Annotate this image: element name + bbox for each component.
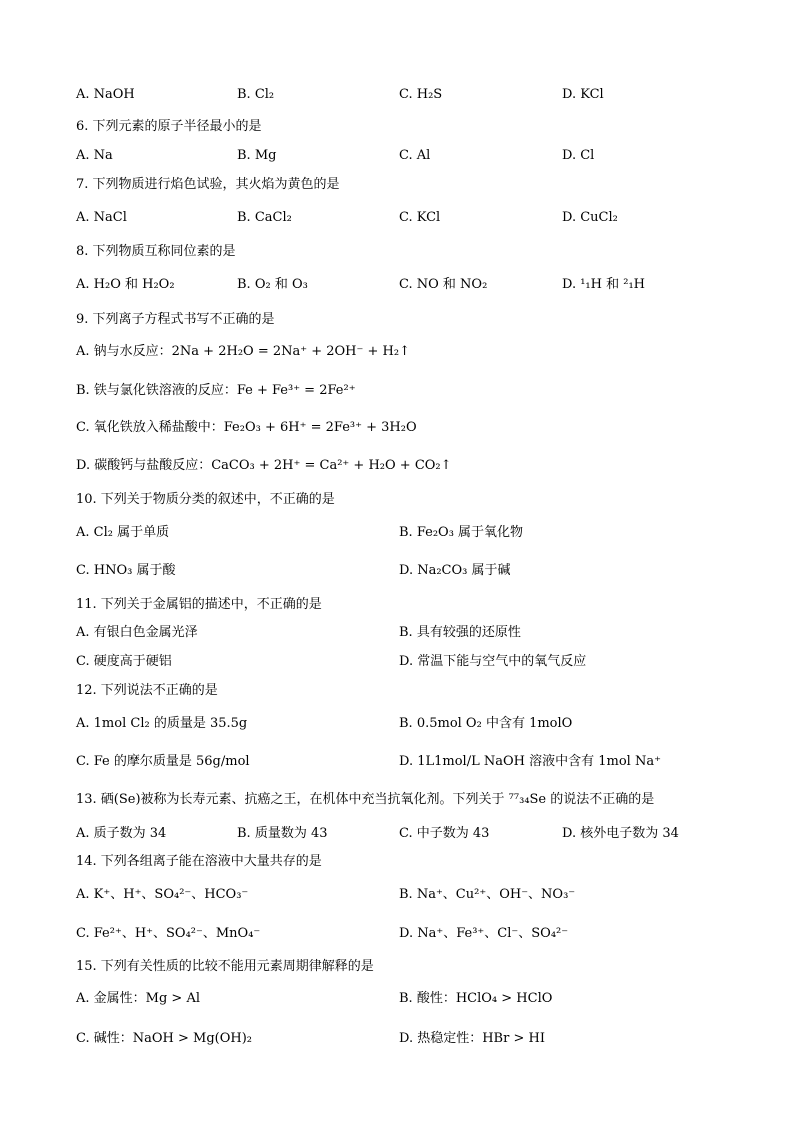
q15-option-b: B. 酸性：HClO₄ > HClO (399, 991, 553, 1006)
q12-stem: 12. 下列说法不正确的是 (76, 683, 218, 698)
q13-stem: 13. 硒(Se)被称为长寿元素、抗癌之王，在机体中充当抗氧化剂。下列关于 ⁷⁷₃₄Se 的说法不正确的是 (76, 792, 655, 807)
q5-option-c: C. H₂S (399, 87, 443, 102)
q14-stem: 14. 下列各组离子能在溶液中大量共存的是 (76, 854, 322, 869)
q11-stem: 11. 下列关于金属铝的描述中，不正确的是 (76, 597, 322, 612)
q5-option-a: A. NaOH (76, 87, 135, 102)
q14-option-c: C. Fe²⁺、H⁺、SO₄²⁻、MnO₄⁻ (76, 926, 261, 941)
q8-stem: 8. 下列物质互称同位素的是 (76, 244, 236, 259)
q11-option-b: B. 具有较强的还原性 (399, 625, 521, 640)
q11-option-a: A. 有银白色金属光泽 (76, 625, 198, 640)
q12-option-c: C. Fe 的摩尔质量是 56g/mol (76, 754, 250, 769)
q14-option-d: D. Na⁺、Fe³⁺、Cl⁻、SO₄²⁻ (399, 926, 569, 941)
q8-option-b: B. O₂ 和 O₃ (237, 277, 308, 292)
q15-stem: 15. 下列有关性质的比较不能用元素周期律解释的是 (76, 959, 374, 974)
q13-option-d: D. 核外电子数为 34 (562, 826, 679, 841)
q12-option-b: B. 0.5mol O₂ 中含有 1molO (399, 716, 573, 731)
q10-option-c: C. HNO₃ 属于酸 (76, 563, 176, 578)
q14-option-b: B. Na⁺、Cu²⁺、OH⁻、NO₃⁻ (399, 887, 576, 902)
q9-stem: 9. 下列离子方程式书写不正确的是 (76, 312, 275, 327)
q6-option-b: B. Mg (237, 148, 277, 163)
q15-option-a: A. 金属性：Mg > Al (76, 991, 200, 1006)
q10-option-d: D. Na₂CO₃ 属于碱 (399, 563, 511, 578)
q10-option-a: A. Cl₂ 属于单质 (76, 525, 170, 540)
q5-option-b: B. Cl₂ (237, 87, 275, 102)
q14-option-a: A. K⁺、H⁺、SO₄²⁻、HCO₃⁻ (76, 887, 249, 902)
q12-option-a: A. 1mol Cl₂ 的质量是 35.5g (76, 716, 248, 731)
q7-option-b: B. CaCl₂ (237, 210, 292, 225)
q6-option-a: A. Na (76, 148, 113, 163)
q7-stem: 7. 下列物质进行焰色试验，其火焰为黄色的是 (76, 177, 340, 192)
q6-option-c: C. Al (399, 148, 431, 163)
q15-option-c: C. 碱性：NaOH > Mg(OH)₂ (76, 1031, 253, 1046)
q7-option-c: C. KCl (399, 210, 441, 225)
q7-option-d: D. CuCl₂ (562, 210, 618, 225)
q11-option-d: D. 常温下能与空气中的氧气反应 (399, 654, 587, 669)
q13-option-c: C. 中子数为 43 (399, 826, 490, 841)
q10-stem: 10. 下列关于物质分类的叙述中，不正确的是 (76, 492, 335, 507)
q12-option-d: D. 1L1mol/L NaOH 溶液中含有 1mol Na⁺ (399, 754, 661, 769)
q8-option-c: C. NO 和 NO₂ (399, 277, 488, 292)
q15-option-d: D. 热稳定性：HBr > HI (399, 1031, 545, 1046)
q9-option-b: B. 铁与氯化铁溶液的反应：Fe + Fe³⁺ = 2Fe²⁺ (76, 383, 356, 398)
q6-stem: 6. 下列元素的原子半径最小的是 (76, 119, 262, 134)
q6-option-d: D. Cl (562, 148, 595, 163)
q11-option-c: C. 硬度高于硬铝 (76, 654, 172, 669)
q8-option-d: D. ¹₁H 和 ²₁H (562, 277, 646, 292)
q7-option-a: A. NaCl (76, 210, 127, 225)
q8-option-a: A. H₂O 和 H₂O₂ (76, 277, 175, 292)
q9-option-c: C. 氧化铁放入稀盐酸中：Fe₂O₃ + 6H⁺ = 2Fe³⁺ + 3H₂O (76, 420, 417, 435)
q5-option-d: D. KCl (562, 87, 604, 102)
q9-option-a: A. 钠与水反应：2Na + 2H₂O = 2Na⁺ + 2OH⁻ + H₂↑ (76, 344, 410, 359)
q9-option-d: D. 碳酸钙与盐酸反应：CaCO₃ + 2H⁺ = Ca²⁺ + H₂O + CO₂↑ (76, 458, 452, 473)
q13-option-a: A. 质子数为 34 (76, 826, 167, 841)
q13-option-b: B. 质量数为 43 (237, 826, 328, 841)
q10-option-b: B. Fe₂O₃ 属于氧化物 (399, 525, 524, 540)
